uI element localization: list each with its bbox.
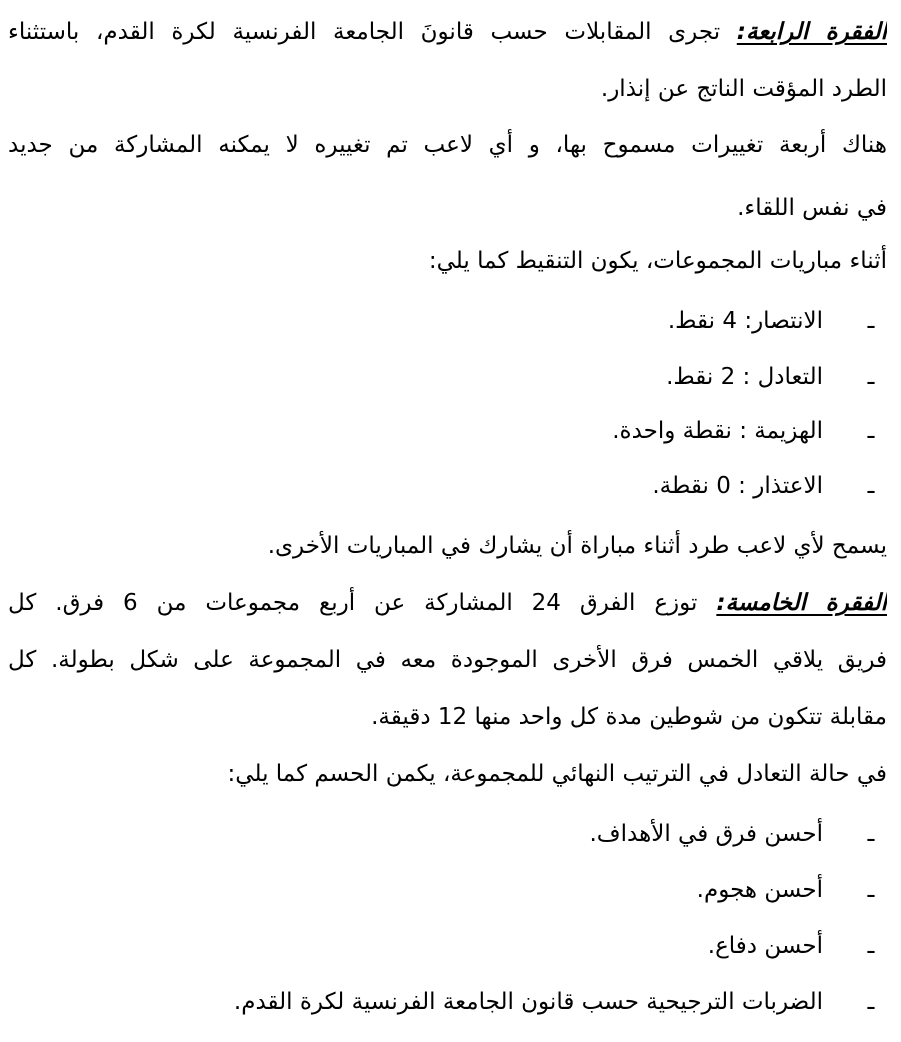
bullet-marker: ـ [867,308,875,334]
section5-bullet-3 [8,926,881,966]
section4-line6: يسمح لأي لاعب طرد أثناء مباراة أن يشارك في المباريات الأخرى. [267,533,887,559]
bullet-marker: ـ [867,877,875,903]
section5-bullet-2 [8,870,881,910]
section4-bullet-3 [8,411,881,451]
section4-line5: أثناء مباريات المجموعات، يكون التنقيط كما يلي: [428,248,887,274]
section5-line1 [8,583,887,623]
section4-line1 [8,12,887,52]
bullet-marker: ـ [867,418,875,444]
bullet-text: الاعتذار : 0 نقطة. [652,473,823,499]
section5-bullet-1 [8,814,881,854]
bullet-text: التعادل : 2 نقط. [666,364,823,390]
bullet-marker: ـ [867,933,875,959]
section5-bullet-4 [8,982,881,1022]
section5-line3: مقابلة تتكون من شوطين مدة كل واحد منها 12 دقيقة. [371,704,887,730]
section4-bullet-2 [8,357,881,397]
bullet-marker: ـ [867,989,875,1015]
bullet-text: أحسن دفاع. [707,933,823,959]
section4-line2: الطرد المؤقت الناتج عن إنذار. [600,76,887,102]
section4-text-1: تجرى المقابلات حسب قانونَ الجامعة الفرنسية لكرة القدم، باستثناء [8,19,721,45]
bullet-marker: ـ [867,364,875,390]
section4-heading: الفقرة الرابعة: [736,19,887,45]
section4-line3: هناك أربعة تغييرات مسموح بها، و أي لاعب تم تغييره لا يمكنه المشاركة من جديد [8,132,887,158]
section4-bullet-1 [8,301,881,341]
section4-bullet-4 [8,466,881,506]
section5-line2: فريق يلاقي الخمس فرق الأخرى الموجودة معه في المجموعة على شكل بطولة. كل [8,647,887,673]
bullet-marker: ـ [867,821,875,847]
section5-text-1: توزع الفرق 24 المشاركة عن أربع مجموعات من 6 فرق. كل [8,590,698,616]
section4-line4: في نفس اللقاء. [737,195,887,221]
bullet-text: الضربات الترجيحية حسب قانون الجامعة الفرنسية لكرة القدم. [233,989,823,1015]
bullet-text: أحسن هجوم. [696,877,823,903]
bullet-text: الهزيمة : نقطة واحدة. [612,418,823,444]
bullet-marker: ـ [867,473,875,499]
bullet-text: الانتصار: 4 نقط. [667,308,823,334]
section5-line4: في حالة التعادل في الترتيب النهائي للمجموعة، يكمن الحسم كما يلي: [227,761,887,787]
bullet-text: أحسن فرق في الأهداف. [589,821,823,847]
section5-heading: الفقرة الخامسة: [716,590,887,616]
